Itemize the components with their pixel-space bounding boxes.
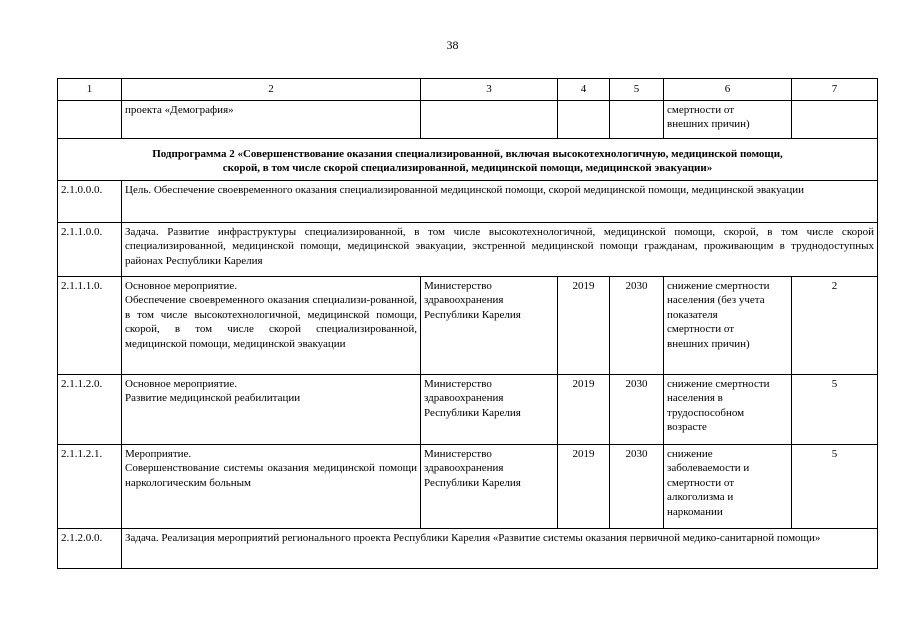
executor-line: Министерство [424, 447, 492, 460]
table-row [58, 374, 878, 444]
measure-title: Мероприятие. [125, 447, 192, 460]
column-header: 1 [58, 79, 122, 101]
column-header: 3 [421, 79, 558, 101]
result-line: снижение [667, 447, 713, 460]
row-reference [792, 100, 878, 138]
measure-text: Совершенствование системы оказания медицинской помощи наркологическим больным [125, 462, 417, 489]
row-code: 2.1.0.0.0. [58, 180, 122, 222]
row-end-year [610, 100, 664, 138]
executor-line: Министерство [424, 377, 492, 390]
page-number: 38 [446, 38, 459, 52]
subprogram-header-row [58, 138, 878, 180]
measure-title: Основное мероприятие. [125, 279, 238, 292]
row-reference: 5 [792, 374, 878, 444]
row-executor [421, 374, 558, 444]
executor-line: Республики Карелия [424, 476, 521, 489]
executor-line: Республики Карелия [424, 308, 521, 321]
measure-text: Развитие медицинской реабилитации [125, 392, 301, 404]
result-line: снижение смертности [667, 377, 770, 390]
result-line: возрасте [667, 421, 707, 433]
result-line: трудоспособном [667, 406, 745, 419]
table-row [58, 444, 878, 528]
table-row [58, 276, 878, 374]
row-reference: 2 [792, 276, 878, 374]
result-line: населения (без учета [667, 294, 765, 306]
subprogram-title-line: скорой, в том числе скорой специализированной, медицинской помощи, медицинской эвакуации» [222, 162, 713, 174]
row-result [664, 374, 792, 444]
row-result [664, 276, 792, 374]
row-description [122, 374, 421, 444]
table-row [58, 100, 878, 138]
table-row [58, 222, 878, 276]
row-end-year: 2030 [610, 444, 664, 528]
row-reference: 5 [792, 444, 878, 528]
measure-title: Основное мероприятие. [125, 377, 238, 390]
column-header: 7 [792, 79, 878, 101]
row-end-year: 2030 [610, 276, 664, 374]
result-line: снижение смертности [667, 279, 770, 292]
row-description [122, 444, 421, 528]
result-line: смертности от [667, 103, 735, 116]
result-line: смертности от [667, 323, 735, 335]
column-header: 4 [558, 79, 610, 101]
row-start-year: 2019 [558, 444, 610, 528]
row-result [664, 100, 792, 138]
row-start-year: 2019 [558, 276, 610, 374]
result-line: показателя [667, 308, 718, 321]
row-result [664, 444, 792, 528]
executor-line: здравоохранения [424, 294, 504, 306]
result-line: смертности от [667, 476, 735, 489]
result-line: заболеваемости и [667, 462, 750, 474]
executor-line: Министерство [424, 279, 492, 292]
column-header: 5 [610, 79, 664, 101]
executor-line: здравоохранения [424, 392, 504, 404]
row-goal-text: Цель. Обеспечение своевременного оказания специализированной медицинской помощи, скорой медицинской помощи, медицинской эвакуации [122, 180, 878, 222]
executor-line: здравоохранения [424, 462, 504, 474]
program-table [57, 78, 878, 569]
row-executor [421, 100, 558, 138]
subprogram-title [58, 138, 878, 180]
column-header: 2 [122, 79, 421, 101]
row-end-year: 2030 [610, 374, 664, 444]
row-description [122, 276, 421, 374]
table-header-row [58, 79, 878, 101]
result-line: населения в [667, 392, 723, 404]
row-start-year: 2019 [558, 374, 610, 444]
row-task-text: Задача. Развитие инфраструктуры специализированной, в том числе высокотехнологичной, медицинской помощи, скорой, в том числе скорой специализированной, медицинской помощи, медицинской эвакуации, экстренной медицинской помощи гражданам, проживающим в труднодоступных районах Республики Карелия [122, 222, 878, 276]
executor-line: Республики Карелия [424, 406, 521, 419]
row-code [58, 100, 122, 138]
table-row [58, 528, 878, 568]
result-line: внешних причин) [667, 337, 750, 350]
row-code: 2.1.1.0.0. [58, 222, 122, 276]
row-code: 2.1.1.1.0. [58, 276, 122, 374]
result-line: внешних причин) [667, 118, 750, 130]
row-code: 2.1.2.0.0. [58, 528, 122, 568]
subprogram-title-line: Подпрограмма 2 «Совершенствование оказания специализированной, включая высокотехнологичную, медицинской помощи, [152, 147, 783, 160]
result-line: наркомании [667, 505, 723, 518]
row-executor [421, 444, 558, 528]
measure-text: Обеспечение своевременного оказания специализи-рованной, в том числе высокотехнологичной, медицинской помощи, скорой, в том числе скорой специализированной, медицинской помощи, медицинской эвакуации [125, 294, 417, 350]
row-start-year [558, 100, 610, 138]
row-task-text: Задача. Реализация мероприятий регионального проекта Республики Карелия «Развитие системы оказания первичной медико-санитарной помощи» [122, 528, 878, 568]
result-line: алкоголизма и [667, 491, 734, 503]
row-executor [421, 276, 558, 374]
table-row [58, 180, 878, 222]
row-description: проекта «Демография» [122, 100, 421, 138]
row-code: 2.1.1.2.0. [58, 374, 122, 444]
row-code: 2.1.1.2.1. [58, 444, 122, 528]
column-header: 6 [664, 79, 792, 101]
